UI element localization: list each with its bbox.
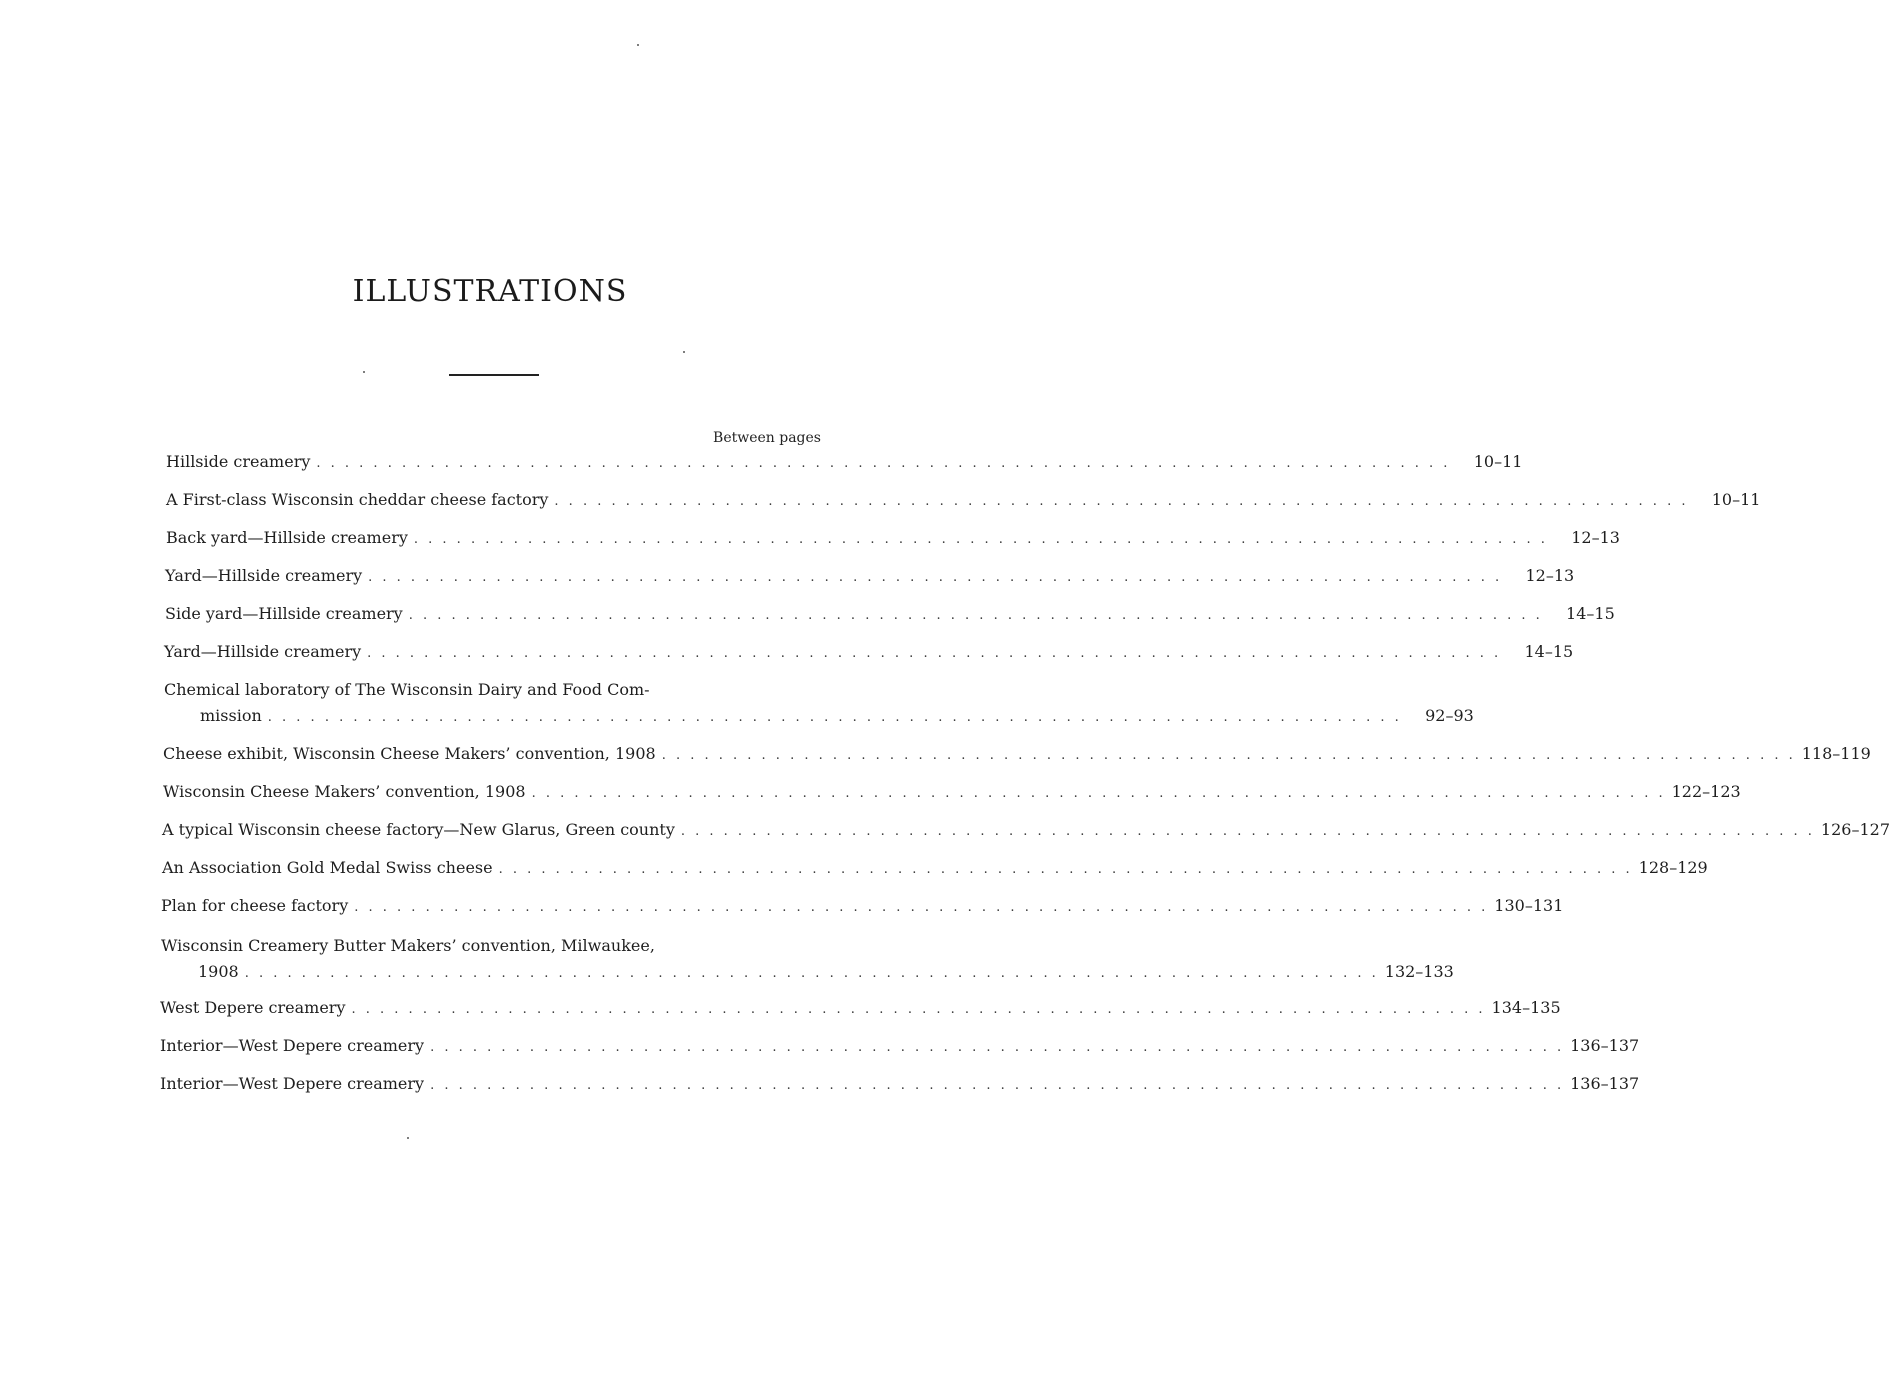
entry-pages: 130–131 [1494,896,1564,915]
entry-label: Interior—West Depere creamery [160,1036,425,1055]
illustration-entry [166,526,1620,552]
dot-leader: . . . . . . . . . . . . . . . . . . . . . . . . . . . . . . . . . . . . . . . . . . . . . . . . . . . . . . . . . . . . . . . . . . . . . . . . . . . . . . . . [367,646,1502,661]
illustration-entry [160,1072,1640,1098]
entry-pages: 92–93 [1425,706,1474,725]
illustration-entry [161,894,1564,920]
title-rule [449,374,539,376]
entry-label: mission [200,706,262,725]
dot-leader: . . . . . . . . . . . . . . . . . . . . . . . . . . . . . . . . . . . . . . . . . . . . . . . . . . . . . . . . . . . . . . . . . . . . . . . . . . . . . . . . [430,1078,1565,1093]
illustration-entry [165,564,1575,590]
illustration-entry [166,488,1761,514]
print-speck [363,371,365,373]
dot-leader: . . . . . . . . . . . . . . . . . . . . . . . . . . . . . . . . . . . . . . . . . . . . . . . . . . . . . . . . . . . . . . . . . . . . . . . . . . . . . . . . [554,494,1689,509]
entry-label: An Association Gold Medal Swiss cheese [162,858,493,877]
print-speck [683,351,685,353]
dot-leader: . . . . . . . . . . . . . . . . . . . . . . . . . . . . . . . . . . . . . . . . . . . . . . . . . . . . . . . . . . . . . . . . . . . . . . . . . . . . . . . . [354,900,1489,915]
entry-label: Yard—Hillside creamery [165,566,363,585]
entry-label: A First-class Wisconsin cheddar cheese factory [166,490,549,509]
entry-pages: 134–135 [1491,998,1561,1017]
entry-pages: 136–137 [1570,1074,1640,1093]
illustration-entry [160,996,1561,1022]
entry-pages: 122–123 [1671,782,1741,801]
entry-label: 1908 [198,962,239,981]
print-speck [637,44,639,46]
entry-pages: 12–13 [1571,528,1620,547]
entry-label: Plan for cheese factory [161,896,349,915]
entry-pages: 126–127 [1820,820,1890,839]
entry-label-line1: Chemical laboratory of The Wisconsin Dairy and Food Com- [164,680,650,699]
dot-leader: . . . . . . . . . . . . . . . . . . . . . . . . . . . . . . . . . . . . . . . . . . . . . . . . . . . . . . . . . . . . . . . . . . . . . . . . . . . . . . . . [368,570,1503,585]
illustration-entry [163,780,1741,806]
illustration-entry [162,818,1890,844]
print-speck [407,1137,409,1139]
dot-leader: . . . . . . . . . . . . . . . . . . . . . . . . . . . . . . . . . . . . . . . . . . . . . . . . . . . . . . . . . . . . . . . . . . . . . . . . . . . . . . . . [351,1002,1486,1017]
dot-leader: . . . . . . . . . . . . . . . . . . . . . . . . . . . . . . . . . . . . . . . . . . . . . . . . . . . . . . . . . . . . . . . . . . . . . . . . . . . . . . . . [316,456,1451,471]
entry-pages: 12–13 [1525,566,1575,585]
dot-leader: . . . . . . . . . . . . . . . . . . . . . . . . . . . . . . . . . . . . . . . . . . . . . . . . . . . . . . . . . . . . . . . . . . . . . . . . . . . . . . . . [680,824,1815,839]
entry-pages: 14–15 [1524,642,1574,661]
dot-leader: . . . . . . . . . . . . . . . . . . . . . . . . . . . . . . . . . . . . . . . . . . . . . . . . . . . . . . . . . . . . . . . . . . . . . . . . . . . . . . . . [408,608,1543,623]
entry-label: Cheese exhibit, Wisconsin Cheese Makers’ convention, 1908 [163,744,656,763]
entry-label: Wisconsin Cheese Makers’ convention, 1908 [163,782,526,801]
entry-label-line1: Wisconsin Creamery Butter Makers’ convention, Milwaukee, [161,936,655,955]
dot-leader: . . . . . . . . . . . . . . . . . . . . . . . . . . . . . . . . . . . . . . . . . . . . . . . . . . . . . . . . . . . . . . . . . . . . . . . . . . . . . . . . [531,786,1666,801]
dot-leader: . . . . . . . . . . . . . . . . . . . . . . . . . . . . . . . . . . . . . . . . . . . . . . . . . . . . . . . . . . . . . . . . . . . . . . . . . . . . . . . . [244,966,1379,981]
entry-pages: 10–11 [1473,452,1523,471]
dot-leader: . . . . . . . . . . . . . . . . . . . . . . . . . . . . . . . . . . . . . . . . . . . . . . . . . . . . . . . . . . . . . . . . . . . . . . . . . . . . . . . . [430,1040,1565,1055]
entry-label: West Depere creamery [160,998,346,1017]
entry-label: Hillside creamery [166,452,311,471]
dot-leader: . . . . . . . . . . . . . . . . . . . . . . . . . . . . . . . . . . . . . . . . . . . . . . . . . . . . . . . . . . . . . . . . . . . . . . . . . . . . . . . . [498,862,1633,877]
entry-label: Yard—Hillside creamery [164,642,362,661]
illustration-entry [164,680,1474,730]
column-header: Between pages [713,430,821,446]
page-title: ILLUSTRATIONS [352,274,628,309]
illustration-entry [160,1034,1640,1060]
entry-pages: 136–137 [1570,1036,1640,1055]
dot-leader: . . . . . . . . . . . . . . . . . . . . . . . . . . . . . . . . . . . . . . . . . . . . . . . . . . . . . . . . . . . . . . . . . . . . . . . . . . . . . . . . [661,748,1796,763]
dot-leader: . . . . . . . . . . . . . . . . . . . . . . . . . . . . . . . . . . . . . . . . . . . . . . . . . . . . . . . . . . . . . . . . . . . . . . . . . . . . . . . . [413,532,1548,547]
entry-pages: 132–133 [1384,962,1454,981]
entry-pages: 118–119 [1801,744,1871,763]
illustration-entry [166,450,1523,476]
entry-label: Side yard—Hillside creamery [165,604,403,623]
entry-label: Interior—West Depere creamery [160,1074,425,1093]
illustration-entry [163,742,1871,768]
entry-pages: 14–15 [1566,604,1615,623]
entry-pages: 128–129 [1638,858,1708,877]
dot-leader: . . . . . . . . . . . . . . . . . . . . . . . . . . . . . . . . . . . . . . . . . . . . . . . . . . . . . . . . . . . . . . . . . . . . . . . . . . . . . . . . [267,710,1402,725]
entry-label: Back yard—Hillside creamery [166,528,408,547]
entry-pages: 10–11 [1711,490,1761,509]
illustration-entry [161,936,1454,986]
entry-label: A typical Wisconsin cheese factory—New Glarus, Green county [162,820,675,839]
illustration-entry [164,640,1574,666]
illustration-entry [162,856,1708,882]
illustration-entry [165,602,1615,628]
